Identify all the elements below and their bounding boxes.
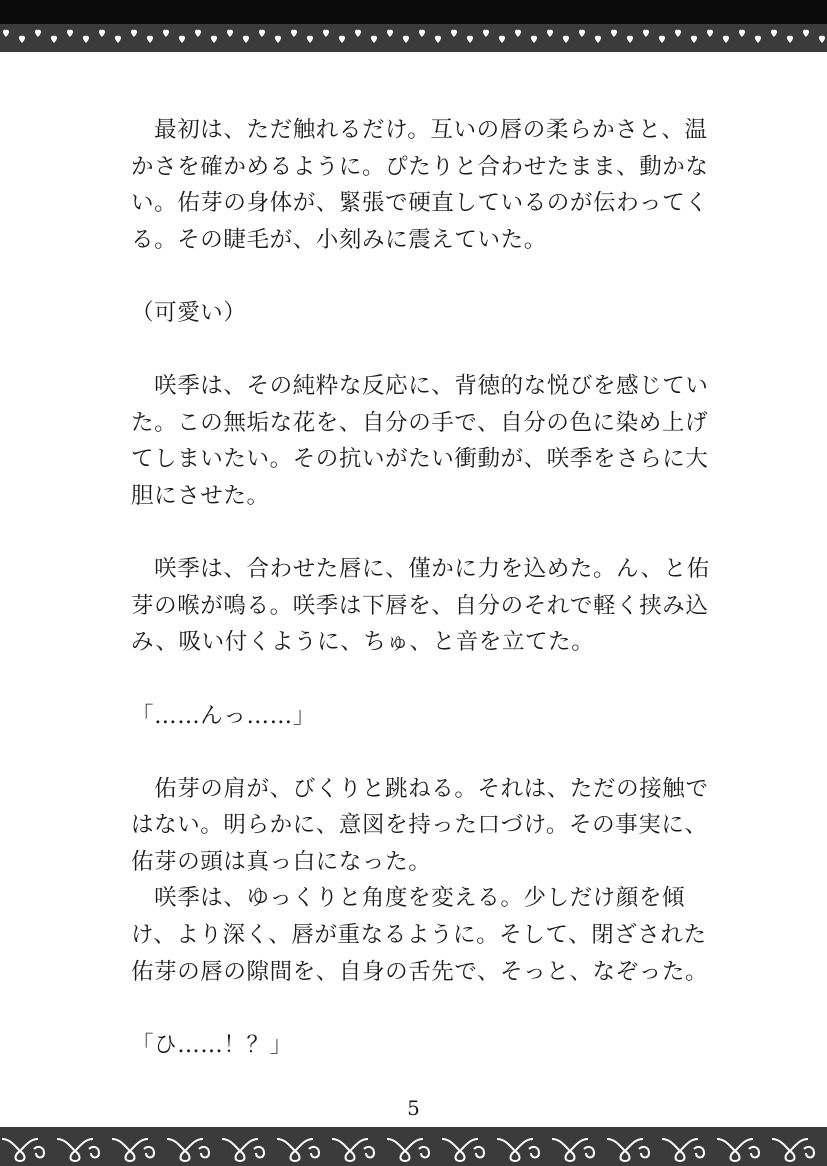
text-line: てしまいたい。その抗いがたい衝動が、咲季をさらに大 <box>131 446 709 473</box>
text-line: 「ひ……！？」 <box>131 1031 293 1058</box>
text-line: 咲季は、ゆっくりと角度を変える。少しだけ顔を傾 <box>131 885 686 912</box>
text-line: はない。明らかに、意図を持った口づけ。その事実に、 <box>131 812 708 839</box>
page-body-text <box>131 112 711 1063</box>
blank-line <box>131 734 711 771</box>
text-line: 咲季は、合わせた唇に、僅かに力を込めた。ん、と佑 <box>131 556 710 583</box>
text-line: け、より深く、唇が重なるように。そして、閉ざされた <box>131 922 707 949</box>
text-line: み、吸い付くように、ちゅ、と音を立てた。 <box>131 629 595 656</box>
text-line: い。佑芽の身体が、緊張で硬直しているのが伝わってく <box>131 190 709 217</box>
text-line: 「……んっ……」 <box>131 702 316 729</box>
text-line: た。この無垢な花を、自分の手で、自分の色に染め上げ <box>131 409 709 436</box>
text-line: 佑芽の肩が、びくりと跳ねる。それは、ただの接触で <box>131 775 709 802</box>
top-black-bar <box>0 0 827 24</box>
blank-line <box>131 332 711 369</box>
text-line: る。その睫毛が、小刻みに震えていた。 <box>131 226 547 253</box>
blank-line <box>131 515 711 552</box>
text-line: 佑芽の唇の隙間を、自身の舌先で、そっと、なぞった。 <box>131 958 709 985</box>
text-line: 佑芽の頭は真っ白になった。 <box>131 848 432 875</box>
text-line: 最初は、ただ触れるだけ。互いの唇の柔らかさと、温 <box>131 117 708 143</box>
text-line: 芽の喉が鳴る。咲季は下唇を、自分のそれで軽く挟み込 <box>131 592 709 619</box>
page-number: 5 <box>407 1096 420 1120</box>
blank-line <box>131 258 711 295</box>
blank-line <box>131 661 711 698</box>
top-heart-lace-border <box>0 24 827 54</box>
blank-line <box>131 990 711 1027</box>
bottom-lace-border <box>0 1125 827 1166</box>
text-line: 胆にさせた。 <box>131 482 270 509</box>
text-line: かさを確かめるように。ぴたりと合わせたまま、動かな <box>131 153 709 180</box>
text-line: （可愛い） <box>131 299 247 326</box>
text-line: 咲季は、その純粋な反応に、背徳的な悦びを感じてい <box>131 373 709 400</box>
